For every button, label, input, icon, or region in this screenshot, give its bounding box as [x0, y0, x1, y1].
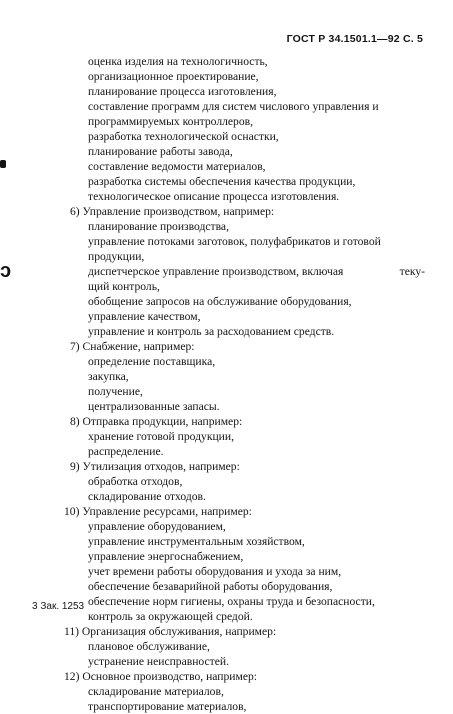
- list-item: разработка системы обеспечения качества продукции,: [88, 175, 356, 188]
- list-item: разработка технологической оснастки,: [88, 130, 279, 143]
- list-item: обобщение запросов на обслуживание оборудования,: [88, 295, 352, 308]
- list-item: планирование производства,: [88, 220, 229, 233]
- list-item: продукции,: [88, 250, 145, 263]
- list-item: программируемых контроллеров,: [88, 115, 254, 128]
- list-item: [30, 264, 425, 279]
- section-heading: 6) Управление производством, например:: [70, 205, 275, 218]
- running-header: ГОСТ Р 34.1501.1—92 С. 5: [286, 33, 423, 45]
- section-heading: 9) Утилизация отходов, например:: [70, 460, 240, 473]
- list-item: закупка,: [88, 370, 129, 383]
- edge-mark-dot: [0, 160, 6, 168]
- list-item: организационное проектирование,: [88, 70, 259, 83]
- list-item: составление программ для систем числового управления и: [88, 100, 379, 113]
- list-item: контроль за окружающей средой.: [88, 610, 253, 623]
- hyphenated-word-start: теку-: [399, 265, 425, 278]
- list-item: транспортирование материалов,: [88, 700, 247, 713]
- list-item: получение,: [88, 385, 143, 398]
- section-heading: 12) Основное производство, например:: [64, 670, 257, 683]
- list-item: оценка изделия на технологичность,: [88, 55, 268, 68]
- list-item: распределение.: [88, 445, 164, 458]
- edge-mark-glyph: ↄ: [0, 260, 12, 282]
- list-item: управление потоками заготовок, полуфабрикатов и готовой: [88, 235, 381, 248]
- list-item: обеспечение безаварийной работы оборудования,: [88, 580, 333, 593]
- list-item: составление ведомости материалов,: [88, 160, 266, 173]
- list-item: определение поставщика,: [88, 355, 216, 368]
- list-item: централизованные запасы.: [88, 400, 220, 413]
- list-item: обработка отходов,: [88, 475, 183, 488]
- list-item: щий контроль,: [88, 280, 160, 293]
- list-item: обеспечение норм гигиены, охраны труда и безопасности,: [88, 595, 375, 608]
- list-item: планирование процесса изготовления,: [88, 85, 277, 98]
- list-item: управление энергоснабжением,: [88, 550, 244, 563]
- standard-text-body: [30, 54, 425, 714]
- list-item: управление качеством,: [88, 310, 201, 323]
- list-item: планирование работы завода,: [88, 145, 233, 158]
- list-item-text: диспетчерское управление производством, включая: [88, 265, 344, 278]
- print-order-footer: 3 Зак. 1253: [32, 601, 85, 612]
- list-item: управление и контроль за расходованием средств.: [88, 325, 335, 338]
- list-item: технологическое описание процесса изготовления.: [88, 190, 340, 203]
- section-heading: 7) Снабжение, например:: [70, 340, 195, 353]
- list-item: плановое обслуживание,: [88, 640, 210, 653]
- list-item: учет времени работы оборудования и ухода за ним,: [88, 565, 342, 578]
- list-item: управление инструментальным хозяйством,: [88, 535, 305, 548]
- list-item: устранение неисправностей.: [88, 655, 229, 668]
- section-heading: 10) Управление ресурсами, например:: [64, 505, 252, 518]
- list-item: складирование материалов,: [88, 685, 224, 698]
- list-item: управление оборудованием,: [88, 520, 226, 533]
- section-heading: 11) Организация обслуживания, например:: [64, 625, 277, 638]
- list-item: складирование отходов.: [88, 490, 206, 503]
- list-item: хранение готовой продукции,: [88, 430, 234, 443]
- section-heading: 8) Отправка продукции, например:: [70, 415, 243, 428]
